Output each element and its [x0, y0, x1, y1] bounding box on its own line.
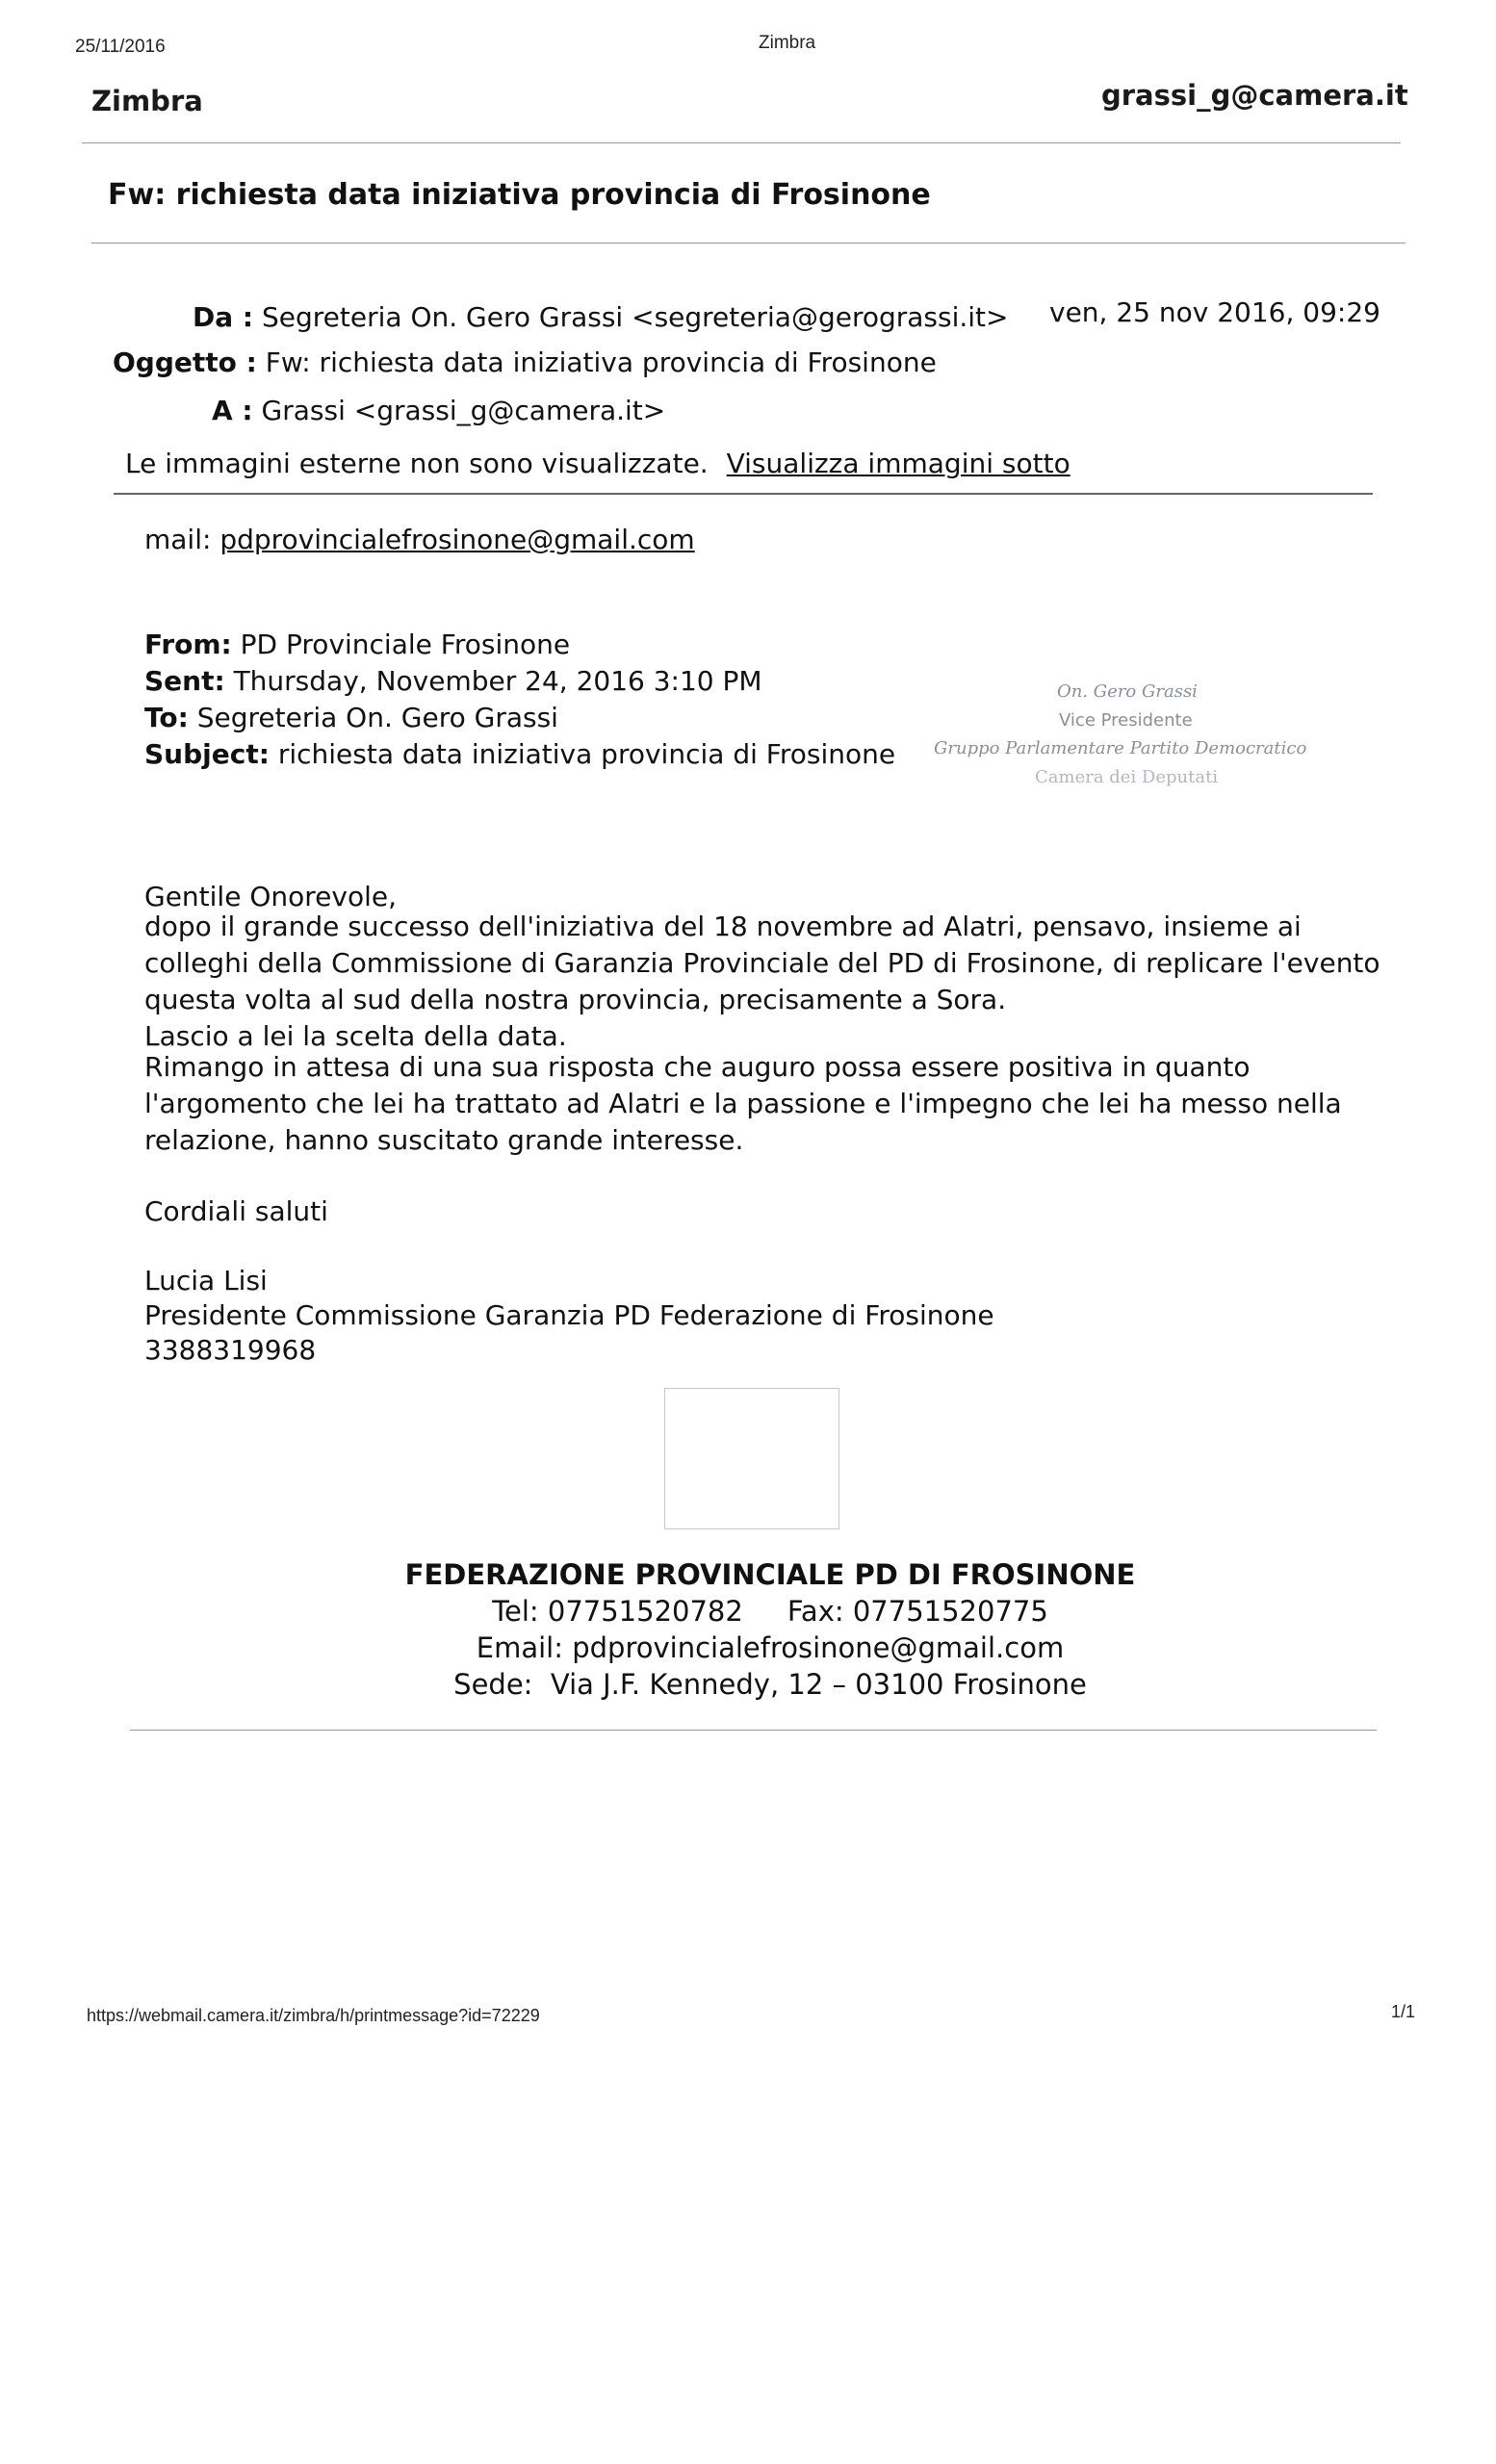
from-row: [193, 301, 1008, 333]
fwd-from-row: [144, 627, 570, 663]
images-notice-row: [125, 448, 1070, 479]
print-date: 25/11/2016: [75, 37, 166, 57]
fwd-to-row: [144, 700, 558, 736]
to-label: A :: [212, 395, 253, 426]
org-address: Sede: Via J.F. Kennedy, 12 – 03100 Frosinone: [453, 1668, 1087, 1701]
stamp-chamber: Camera dei Deputati: [1035, 767, 1219, 787]
fwd-subject-row: [144, 736, 895, 773]
signature-name: Lucia Lisi: [144, 1265, 268, 1296]
app-name: Zimbra: [91, 85, 203, 117]
signature-phone: 3388319968: [144, 1334, 317, 1366]
mail-link[interactable]: pdprovincialefrosinone@gmail.com: [219, 524, 695, 555]
subject-label: Oggetto :: [113, 346, 257, 378]
body-line: l'argomento che lei ha trattato ad Alatri e la passione e l'impegno che lei ha messo nella: [144, 1088, 1342, 1119]
fwd-subject-label: Subject:: [144, 738, 270, 770]
mail-label: mail:: [144, 524, 212, 555]
org-name: FEDERAZIONE PROVINCIALE PD DI FROSINONE: [404, 1558, 1136, 1591]
subject-row: [113, 346, 937, 378]
message-subject-title: Fw: richiesta data iniziativa provincia di Frosinone: [108, 178, 931, 212]
from-value: Segreteria On. Gero Grassi <segreteria@gerograssi.it>: [262, 301, 1009, 333]
divider-top: [82, 142, 1401, 143]
fwd-from-value: PD Provinciale Frosinone: [240, 629, 571, 660]
fwd-sent-value: Thursday, November 24, 2016 3:10 PM: [233, 665, 762, 697]
body-line: Lascio a lei la scelta della data.: [144, 1020, 567, 1052]
subject-value: Fw: richiesta data iniziativa provincia di Frosinone: [265, 346, 937, 378]
print-url: https://webmail.camera.it/zimbra/h/printmessage?id=72229: [87, 2006, 540, 2025]
org-email: Email: pdprovincialefrosinone@gmail.com: [476, 1631, 1065, 1664]
signature-role: Presidente Commissione Garanzia PD Federazione di Frosinone: [144, 1299, 994, 1331]
divider-bottom: [130, 1730, 1377, 1731]
body-line: questa volta al sud della nostra provincia, precisamente a Sora.: [144, 984, 1007, 1015]
stamp-group: Gruppo Parlamentare Partito Democratico: [934, 738, 1307, 758]
from-label: Da :: [193, 301, 254, 333]
body-line: Rimango in attesa di una sua risposta che auguro possa essere positiva in quanto: [144, 1051, 1251, 1083]
fwd-to-label: To:: [144, 702, 189, 733]
account-email: grassi_g@camera.it: [1101, 79, 1408, 112]
images-notice: Le immagini esterne non sono visualizzate.: [125, 448, 709, 479]
greeting: Gentile Onorevole,: [144, 881, 397, 912]
closing: Cordiali saluti: [144, 1195, 328, 1227]
to-row: [212, 395, 665, 426]
print-page-number: 1/1: [1391, 2002, 1416, 2021]
fwd-sent-row: [144, 663, 762, 700]
print-title: Zimbra: [759, 33, 816, 53]
fwd-subject-value: richiesta data iniziativa provincia di Frosinone: [277, 738, 896, 770]
body-line: relazione, hanno suscitato grande interesse.: [144, 1124, 744, 1156]
body-line: colleghi della Commissione di Garanzia Provinciale del PD di Frosinone, di replicare l'evento: [144, 947, 1380, 979]
stamp-name: On. Gero Grassi: [1057, 681, 1198, 702]
org-footer: [347, 1556, 1194, 1703]
blocked-image-placeholder: [664, 1388, 839, 1529]
divider-headers: [114, 493, 1373, 495]
stamp-role: Vice Presidente: [1059, 710, 1193, 731]
fwd-sent-label: Sent:: [144, 665, 225, 697]
show-images-link[interactable]: Visualizza immagini sotto: [726, 448, 1070, 479]
org-tel-fax: Tel: 07751520782 Fax: 07751520775: [492, 1595, 1048, 1628]
to-value: Grassi <grassi_g@camera.it>: [261, 395, 666, 426]
mail-row: [144, 522, 695, 558]
fwd-to-value: Segreteria On. Gero Grassi: [196, 702, 558, 733]
message-date: ven, 25 nov 2016, 09:29: [1049, 296, 1380, 328]
body-line: dopo il grande successo dell'iniziativa del 18 novembre ad Alatri, pensavo, insieme ai: [144, 911, 1302, 942]
divider-subject: [91, 243, 1406, 244]
fwd-from-label: From:: [144, 629, 232, 660]
